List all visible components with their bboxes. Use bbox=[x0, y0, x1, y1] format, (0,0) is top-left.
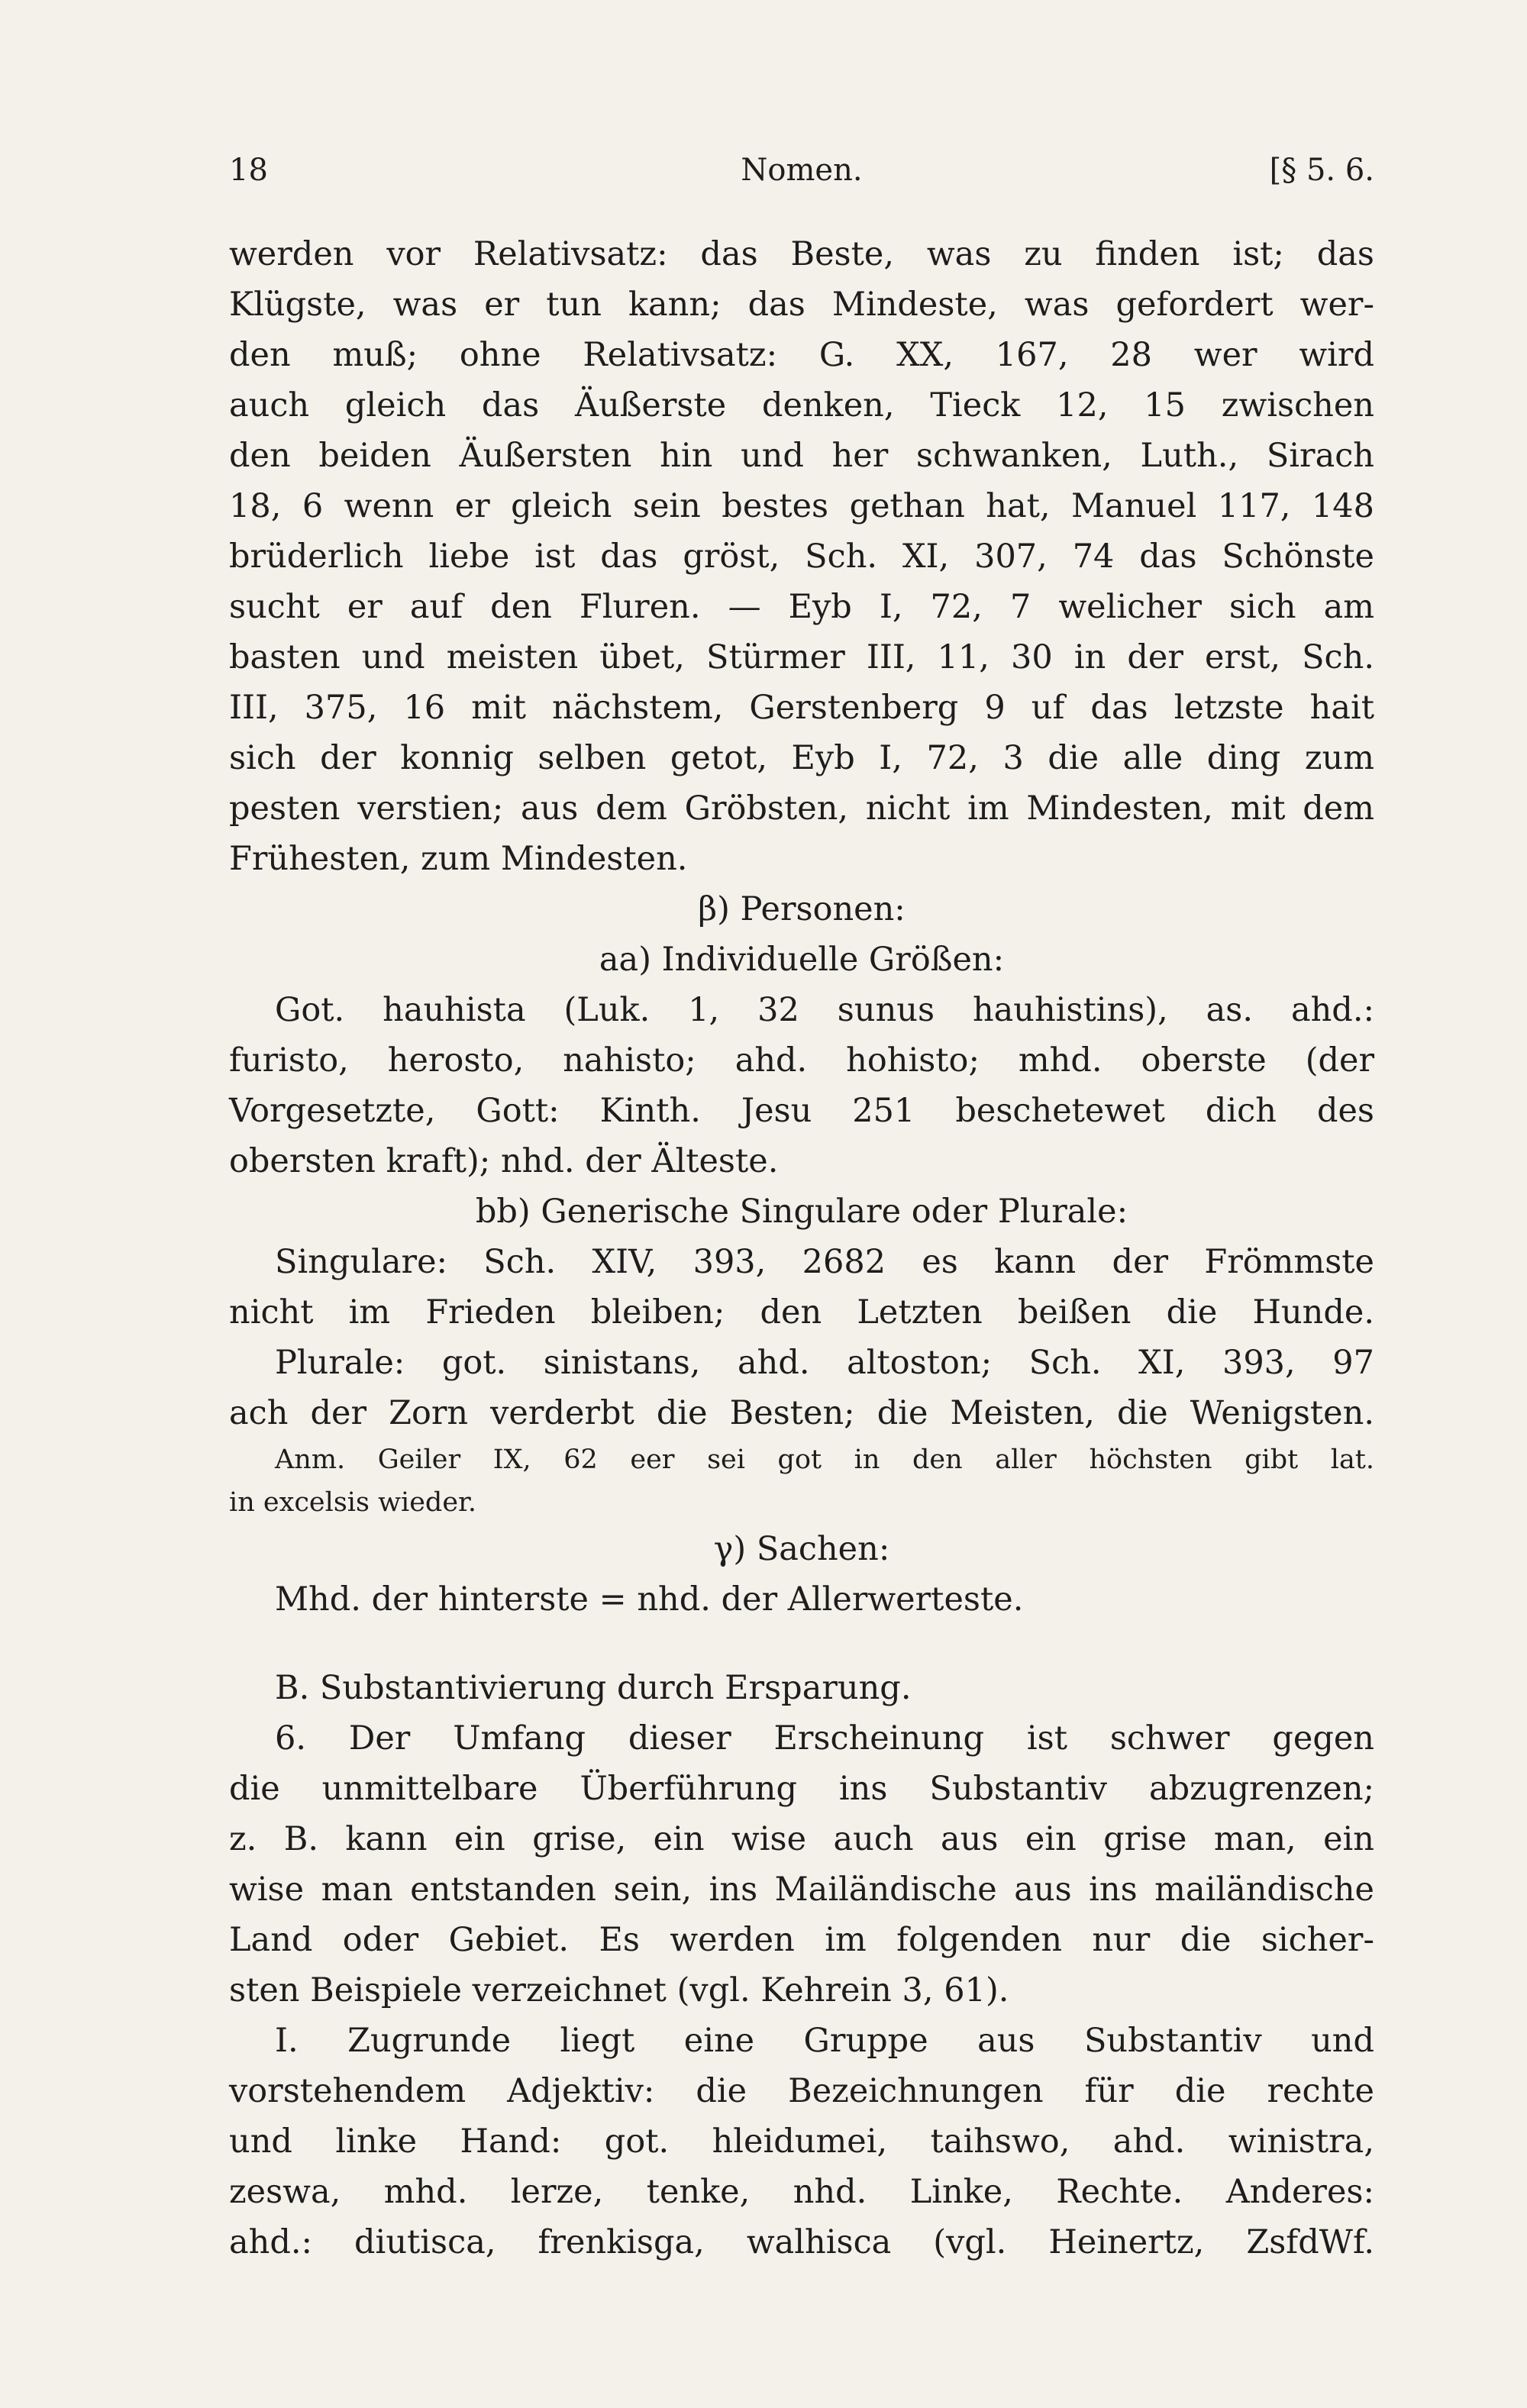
subheading-generische: bb) Generische Singulare oder Plurale: bbox=[475, 1193, 1128, 1231]
text-line: I. Zugrunde liegt eine Gruppe aus Substantiv und bbox=[275, 2022, 1374, 2060]
subheading-sachen: γ) Sachen: bbox=[713, 1530, 890, 1568]
text-line: brüderlich liebe ist das gröst, Sch. XI, 307, 74 das Schönste bbox=[229, 537, 1374, 576]
text-line: basten und meisten übet, Stürmer III, 11, 30 in der erst, Sch. bbox=[229, 638, 1374, 676]
text-line: pesten verstien; aus dem Gröbsten, nicht im Mindesten, mit dem bbox=[229, 789, 1374, 828]
running-title: Nomen. bbox=[741, 153, 863, 188]
text-line: 18, 6 wenn er gleich sein bestes gethan hat, Manuel 117, 148 bbox=[229, 487, 1374, 525]
text-line: sich der konnig selben getot, Eyb I, 72, 3 die alle ding zum bbox=[229, 739, 1374, 777]
text-line: Klügste, was er tun kann; das Mindeste, was gefordert wer- bbox=[229, 286, 1374, 324]
text-line: den muß; ohne Relativsatz: G. XX, 167, 28 wer wird bbox=[229, 336, 1374, 374]
footnote-line: in excelsis wieder. bbox=[229, 1487, 477, 1518]
text-line: Frühesten, zum Mindesten. bbox=[229, 840, 688, 878]
subheading-personen: β) Personen: bbox=[698, 890, 906, 928]
text-line: ach der Zorn verderbt die Besten; die Meisten, die Wenigsten. bbox=[229, 1394, 1374, 1432]
text-line: vorstehendem Adjektiv: die Bezeichnungen für die rechte bbox=[229, 2072, 1374, 2110]
text-line: III, 375, 16 mit nächstem, Gerstenberg 9 uf das letzste hait bbox=[229, 689, 1374, 727]
text-body bbox=[229, 229, 1374, 2268]
section-heading: B. Substantivierung durch Ersparung. bbox=[275, 1669, 912, 1707]
section-reference: [§ 5. 6. bbox=[1269, 153, 1374, 188]
footnote-line: Anm. Geiler IX, 62 eer sei got in den aller höchsten gibt lat. bbox=[275, 1444, 1374, 1475]
text-line: ahd.: diutisca, frenkisga, walhisca (vgl. Heinertz, ZsfdWf. bbox=[229, 2223, 1374, 2261]
text-line: werden vor Relativsatz: das Beste, was zu finden ist; das bbox=[229, 235, 1374, 273]
spacer bbox=[229, 1625, 1374, 1663]
text-line: furisto, herosto, nahisto; ahd. hohisto; mhd. oberste (der bbox=[229, 1041, 1374, 1080]
text-line: Got. hauhista (Luk. 1, 32 sunus hauhistins), as. ahd.: bbox=[275, 991, 1374, 1029]
text-line: Mhd. der hinterste = nhd. der Allerwerteste. bbox=[275, 1580, 1024, 1619]
text-line: nicht im Frieden bleiben; den Letzten beißen die Hunde. bbox=[229, 1293, 1374, 1332]
text-line: wise man entstanden sein, ins Mailändische aus ins mailändische bbox=[229, 1871, 1374, 1909]
text-line: Vorgesetzte, Gott: Kinth. Jesu 251 beschetewet dich des bbox=[229, 1092, 1374, 1130]
text-line: Plurale: got. sinistans, ahd. altoston; Sch. XI, 393, 97 bbox=[275, 1344, 1374, 1382]
text-line: den beiden Äußersten hin und her schwanken, Luth., Sirach bbox=[229, 437, 1374, 475]
text-line: obersten kraft); nhd. der Älteste. bbox=[229, 1142, 779, 1180]
text-line: auch gleich das Äußerste denken, Tieck 12, 15 zwischen bbox=[229, 386, 1374, 424]
text-line: z. B. kann ein grise, ein wise auch aus ein grise man, ein bbox=[229, 1820, 1374, 1858]
text-line: Land oder Gebiet. Es werden im folgenden nur die sicher- bbox=[229, 1921, 1374, 1959]
text-line: sten Beispiele verzeichnet (vgl. Kehrein 3, 61). bbox=[229, 1971, 1009, 2009]
subheading-individuelle: aa) Individuelle Größen: bbox=[599, 941, 1005, 979]
text-line: 6. Der Umfang dieser Erscheinung ist schwer gegen bbox=[275, 1719, 1374, 1758]
page-number: 18 bbox=[229, 153, 268, 188]
running-header bbox=[229, 153, 1374, 199]
text-line: Singulare: Sch. XIV, 393, 2682 es kann der Frömmste bbox=[275, 1243, 1374, 1281]
text-line: und linke Hand: got. hleidumei, taihswo, ahd. winistra, bbox=[229, 2122, 1374, 2161]
text-line: sucht er auf den Fluren. — Eyb I, 72, 7 welicher sich am bbox=[229, 588, 1374, 626]
text-line: zeswa, mhd. lerze, tenke, nhd. Linke, Rechte. Anderes: bbox=[229, 2173, 1374, 2211]
text-line: die unmittelbare Überführung ins Substantiv abzugrenzen; bbox=[229, 1770, 1374, 1808]
